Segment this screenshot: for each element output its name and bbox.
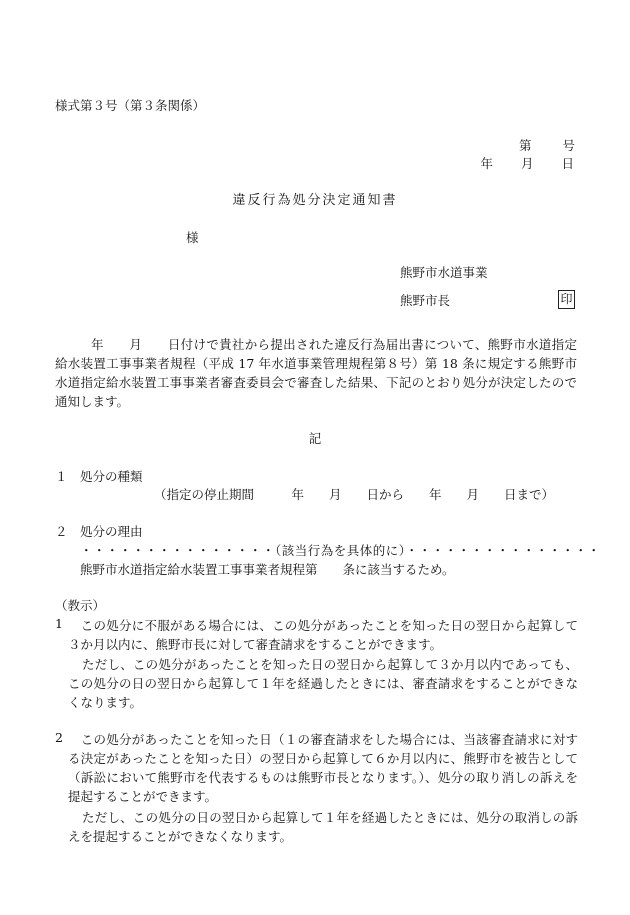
notice-body: 年 月 日付けで貴社から提出された違反行為届出書について、熊野市水道指定給水装置工事事業者規程（平成 17 年水道事業管理規程第８号）第 18 条に規定する熊野市水道指定給水装置工事事業者審査委員会で審査した結果、下記のとおり処分が決定したので通知します。	[55, 337, 577, 409]
section1-detail: （指定の停止期間 年 月 日から 年 月 日まで）	[154, 487, 555, 502]
ki-marker: 記	[308, 431, 322, 446]
document-title: 違反行為処分決定通知書	[232, 193, 398, 208]
section2-rule-line: 熊野市水道指定給水装置工事事業者規程第 条に該当するため。	[80, 562, 455, 577]
section2-dots-line: ・・・・・・・・・・・・・・・（該当行為を具体的に）・・・・・・・・・・・・・・・	[80, 543, 601, 558]
seal-box: 印	[558, 290, 575, 309]
issuer-title: 熊野市長	[400, 293, 451, 308]
instruction-item-proviso: ただし、この処分があったことを知った日の翌日から起算して３か月以内であっても、この処分の日の翌日から起算して１年を経過したときには、審査請求をすることができなくなります。	[68, 657, 578, 710]
issuer-organization: 熊野市水道事業	[400, 265, 488, 280]
document-number-line: 第 号	[518, 138, 577, 153]
section1-heading: １ 処分の種類	[55, 469, 143, 484]
form-number: 様式第３号（第３条関係）	[55, 98, 206, 113]
instruction-item-paragraph: この処分に不服がある場合には、この処分があったことを知った日の翌日から起算して３か月以内に、熊野市長に対して審査請求をすることができます。	[68, 618, 578, 652]
document-date-line: 年 月 日	[480, 156, 575, 171]
addressee-honorific: 様	[186, 230, 199, 245]
instructions-heading: （教示）	[55, 598, 106, 613]
section2-heading: ２ 処分の理由	[55, 524, 143, 539]
instruction-item-proviso: ただし、この処分の日の翌日から起算して１年を経過したときには、処分の取消しの訴えを提起することができなくなります。	[68, 810, 578, 844]
instruction-item-paragraph: この処分があったことを知った日（１の審査請求をした場合には、当該審査請求に対する決定があったことを知った日）の翌日から起算して６か月以内に、熊野市を被告として（訴訟において熊野市を代表するものは熊野市長となります。）、処分の取り消しの訴えを提起することができます。	[68, 732, 578, 804]
instruction-item-number: 2	[55, 730, 63, 745]
instruction-item-number: 1	[55, 616, 63, 631]
